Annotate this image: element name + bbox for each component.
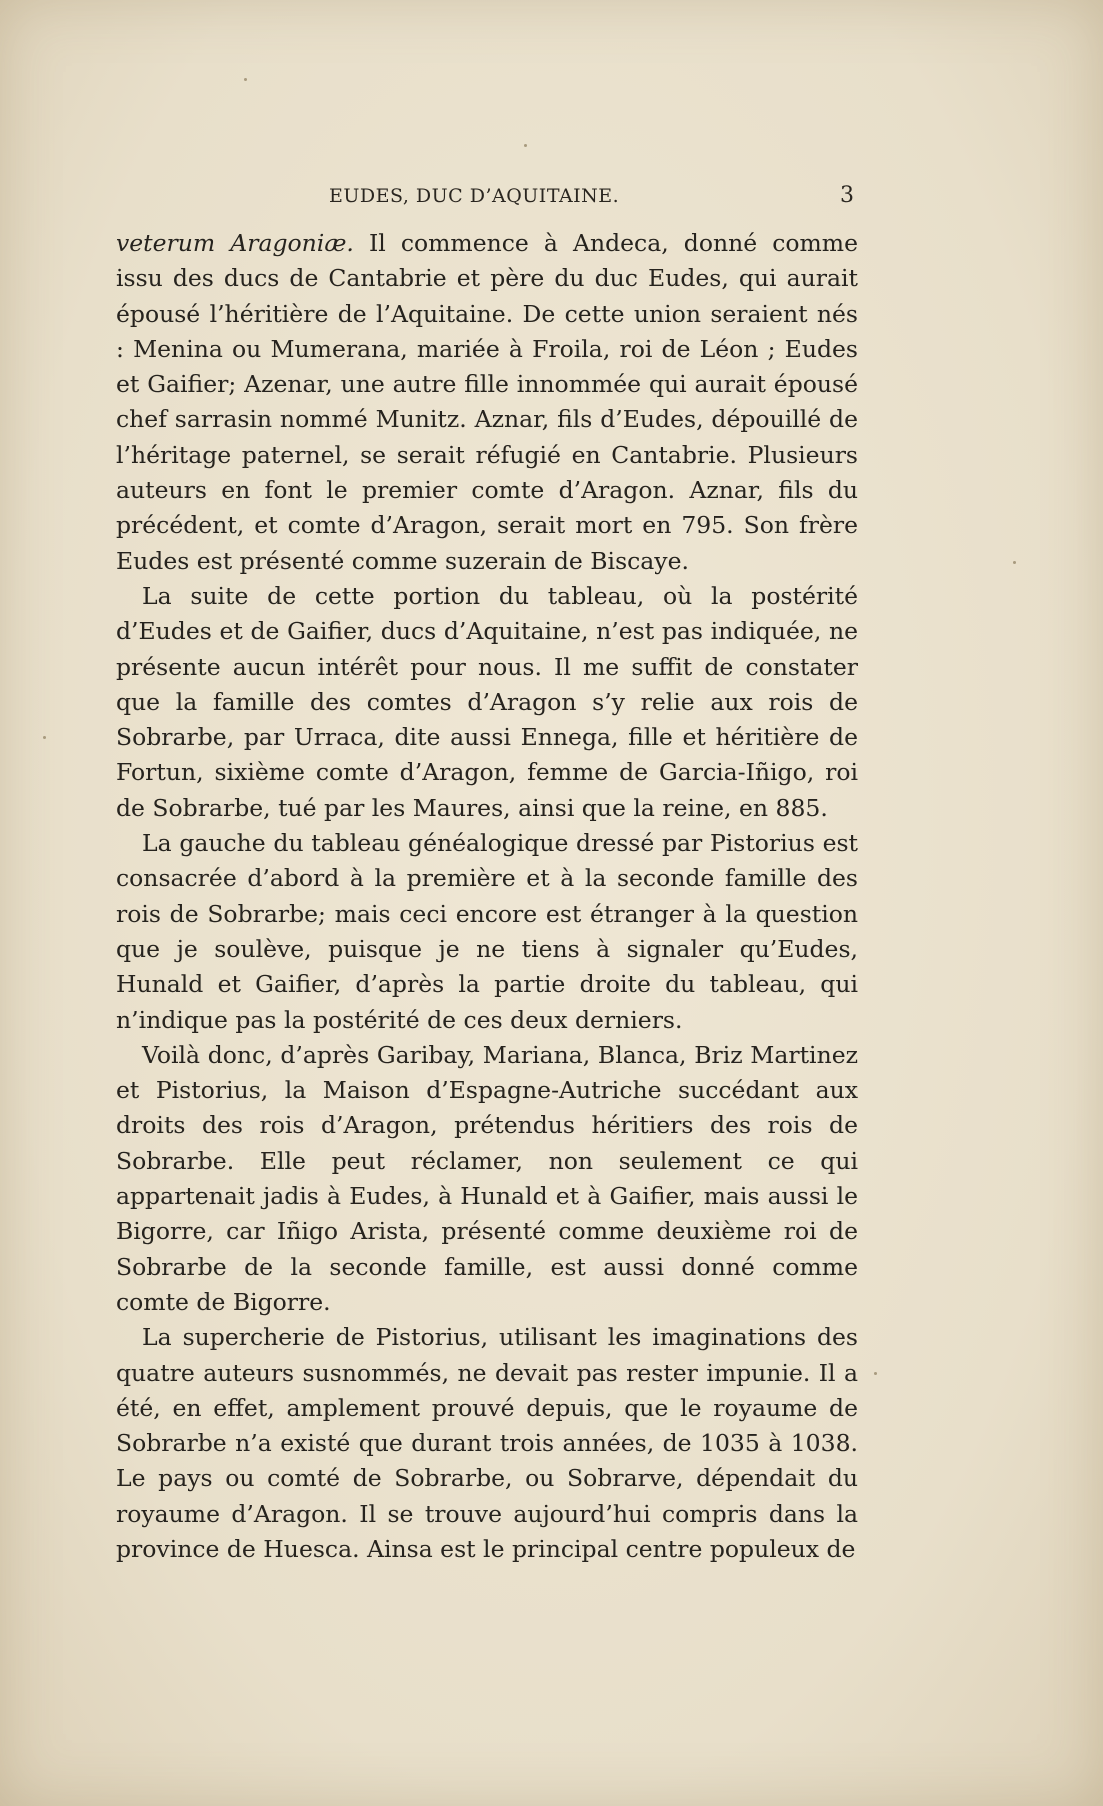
paper-speck	[1013, 561, 1016, 564]
paragraph-5: La supercherie de Pistorius, utilisant les imaginations des quatre auteurs susnommés, ne devait pas rester impunie. Il a été, en effet, amplement prouvé depuis, que le royaume de Sobrarbe n’a existé que durant trois années, de 1035 à 1038. Le pays ou comté de Sobrarbe, ou Sobrarve, dépendait du royaume d’Aragon. Il se trouve aujourd’hui compris dans la province de Huesca. Ainsa est le principal centre populeux de	[116, 1323, 858, 1563]
paragraph-1	[116, 226, 858, 579]
paper-speck	[244, 78, 247, 81]
page-number: 3	[840, 183, 854, 208]
italic-lead: veterum Aragoniæ.	[116, 229, 354, 257]
page-header	[116, 183, 858, 213]
running-head: EUDES, DUC D’AQUITAINE.	[329, 185, 620, 207]
paper-speck	[874, 1372, 877, 1375]
paragraph-4: Voilà donc, d’après Garibay, Mariana, Blanca, Briz Martinez et Pistorius, la Maison d’Espagne-Autriche succédant aux droits des rois d’Aragon, prétendus héritiers des rois de Sobrarbe. Elle peut réclamer, non seulement ce qui appartenait jadis à Eudes, à Hunald et à Gaifier, mais aussi le Bigorre, car Iñigo Arista, présenté comme deuxième roi de Sobrarbe de la seconde famille, est aussi donné comme comte de Bigorre.	[116, 1040, 858, 1316]
paragraph-1-text: Il commence à Andeca, donné comme issu des ducs de Cantabrie et père du duc Eudes, qui aurait épousé l’héritière de l’Aquitaine. De cette union seraient nés : Menina ou Mumerana, mariée à Froila, roi de Léon ; Eudes et Gaifier; Azenar, une autre fille innommée qui aurait épousé chef sarrasin nommé Munitz. Aznar, fils d’Eudes, dépouillé de l’héritage paternel, se serait réfugié en Cantabrie. Plusieurs auteurs en font le premier comte d’Aragon. Aznar, fils du précédent, et comte d’Aragon, serait mort en 795. Son frère Eudes est présenté comme suzerain de Biscaye.	[116, 229, 859, 575]
paper-speck	[43, 736, 46, 739]
body-text	[116, 226, 858, 1567]
paper-speck	[524, 144, 527, 147]
paragraph-3: La gauche du tableau généalogique dressé par Pistorius est consacrée d’abord à la première et à la seconde famille des rois de Sobrarbe; mais ceci encore est étranger à la question que je soulève, puisque je ne tiens à signaler qu’Eudes, Hunald et Gaifier, d’après la partie droite du tableau, qui n’indique pas la postérité de ces deux derniers.	[116, 829, 858, 1034]
paragraph-2: La suite de cette portion du tableau, où la postérité d’Eudes et de Gaifier, ducs d’Aquitaine, n’est pas indiquée, ne présente aucun intérêt pour nous. Il me suffit de constater que la famille des comtes d’Aragon s’y relie aux rois de Sobrarbe, par Urraca, dite aussi Ennega, fille et héritière de Fortun, sixième comte d’Aragon, femme de Garcia-Iñigo, roi de Sobrarbe, tué par les Maures, ainsi que la reine, en 885.	[116, 581, 858, 822]
